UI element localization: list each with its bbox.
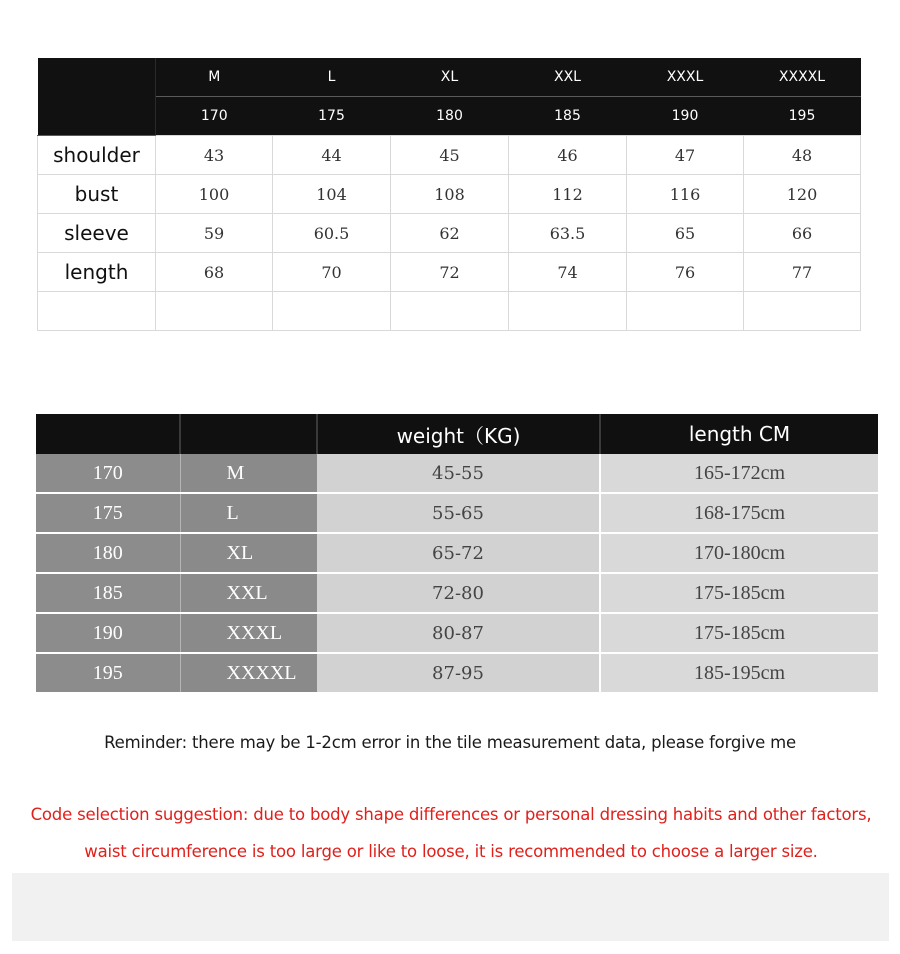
row-label: bust — [38, 175, 156, 214]
table-cell — [156, 292, 273, 331]
table-corner — [38, 58, 156, 136]
table-cell — [391, 292, 509, 331]
length-cell: 170-180cm — [600, 533, 878, 573]
table-cell: 63.5 — [509, 214, 627, 253]
weight-cell: 55-65 — [317, 493, 600, 533]
table-cell: 112 — [509, 175, 627, 214]
weight-cell: 45-55 — [317, 454, 600, 493]
size-cell: M — [180, 454, 317, 493]
header-cell-height — [36, 414, 180, 454]
height-header-cell: 175 — [273, 97, 391, 136]
table-cell: 116 — [627, 175, 744, 214]
length-cell: 175-185cm — [600, 573, 878, 613]
table-row-bust — [38, 175, 861, 214]
size-measurement-table — [37, 58, 861, 331]
size-header-row — [38, 58, 861, 97]
size-header-cell: XXXL — [627, 58, 744, 97]
height-header-cell: 185 — [509, 97, 627, 136]
table-cell: 43 — [156, 136, 273, 175]
table-cell: 77 — [744, 253, 861, 292]
table-cell: 66 — [744, 214, 861, 253]
table-row — [36, 533, 878, 573]
table-cell — [627, 292, 744, 331]
table-row — [36, 573, 878, 613]
height-cell: 190 — [36, 613, 180, 653]
table-cell: 68 — [156, 253, 273, 292]
row-label: shoulder — [38, 136, 156, 175]
weight-cell: 65-72 — [317, 533, 600, 573]
height-header-row — [38, 97, 861, 136]
table-cell: 44 — [273, 136, 391, 175]
table-row-empty — [38, 292, 861, 331]
table-cell — [509, 292, 627, 331]
table-cell: 60.5 — [273, 214, 391, 253]
table-cell: 65 — [627, 214, 744, 253]
height-cell: 180 — [36, 533, 180, 573]
reminder-note: Reminder: there may be 1-2cm error in the tile measurement data, please forgive me — [104, 733, 796, 752]
weight-cell: 80-87 — [317, 613, 600, 653]
table-cell — [273, 292, 391, 331]
table-row — [36, 493, 878, 533]
footer-band — [12, 873, 889, 941]
size-cell: XXL — [180, 573, 317, 613]
size-header-cell: XL — [391, 58, 509, 97]
header-cell-weight: weight（KG) — [317, 414, 600, 454]
table-cell: 74 — [509, 253, 627, 292]
table-cell: 100 — [156, 175, 273, 214]
size-header-cell: L — [273, 58, 391, 97]
height-header-cell: 180 — [391, 97, 509, 136]
height-cell: 195 — [36, 653, 180, 693]
height-header-cell: 170 — [156, 97, 273, 136]
table-cell: 46 — [509, 136, 627, 175]
table-cell: 45 — [391, 136, 509, 175]
height-cell: 175 — [36, 493, 180, 533]
table-cell: 47 — [627, 136, 744, 175]
height-cell: 170 — [36, 454, 180, 493]
row-label: sleeve — [38, 214, 156, 253]
table-row-shoulder — [38, 136, 861, 175]
row-label — [38, 292, 156, 331]
table-cell: 72 — [391, 253, 509, 292]
size-recommendation-table — [36, 414, 878, 694]
weight-cell: 72-80 — [317, 573, 600, 613]
table-row-sleeve — [38, 214, 861, 253]
height-header-cell: 195 — [744, 97, 861, 136]
length-cell: 165-172cm — [600, 454, 878, 493]
table-cell: 104 — [273, 175, 391, 214]
weight-cell: 87-95 — [317, 653, 600, 693]
length-cell: 168-175cm — [600, 493, 878, 533]
size-selection-suggestion: Code selection suggestion: due to body shape differences or personal dressing habits and other factors, waist circumference is too large or like to loose, it is recommended to choose a larger size. — [30, 805, 872, 861]
row-label: length — [38, 253, 156, 292]
size-cell: L — [180, 493, 317, 533]
recommendation-header-row — [36, 414, 878, 454]
length-cell: 185-195cm — [600, 653, 878, 693]
table-cell: 108 — [391, 175, 509, 214]
table-cell — [744, 292, 861, 331]
header-cell-length: length CM — [600, 414, 878, 454]
size-header-cell: M — [156, 58, 273, 97]
size-header-cell: XXL — [509, 58, 627, 97]
table-cell: 62 — [391, 214, 509, 253]
size-cell: XXXL — [180, 613, 317, 653]
table-row — [36, 653, 878, 693]
table-row — [36, 613, 878, 653]
header-cell-size — [180, 414, 317, 454]
table-row — [36, 454, 878, 493]
size-header-cell: XXXXL — [744, 58, 861, 97]
table-cell: 48 — [744, 136, 861, 175]
table-cell: 59 — [156, 214, 273, 253]
height-cell: 185 — [36, 573, 180, 613]
length-cell: 175-185cm — [600, 613, 878, 653]
table-cell: 76 — [627, 253, 744, 292]
size-cell: XL — [180, 533, 317, 573]
table-cell: 70 — [273, 253, 391, 292]
size-cell: XXXXL — [180, 653, 317, 693]
height-header-cell: 190 — [627, 97, 744, 136]
table-cell: 120 — [744, 175, 861, 214]
table-row-length — [38, 253, 861, 292]
